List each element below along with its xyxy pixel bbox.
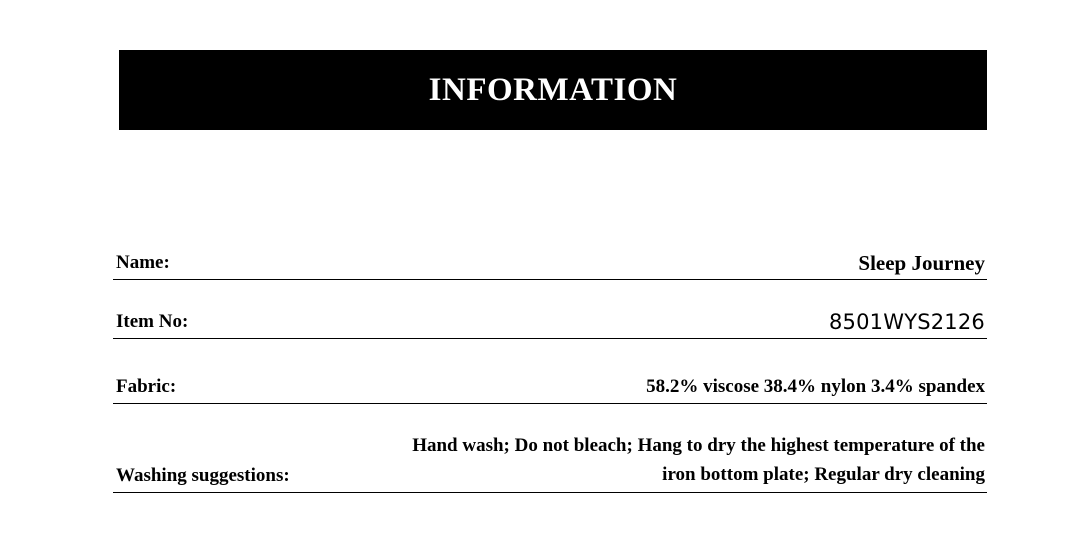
row-value-name: Sleep Journey	[858, 251, 985, 275]
table-row	[113, 243, 987, 280]
table-row	[113, 280, 987, 339]
table-row	[113, 404, 987, 493]
row-label-name: Name:	[116, 252, 170, 273]
row-value-washing-suggestions: Hand wash; Do not bleach; Hang to dry the highest temperature of the iron bottom plate; Regular dry cleaning	[412, 435, 985, 485]
row-label-fabric: Fabric:	[116, 376, 177, 397]
information-table	[113, 243, 987, 493]
row-value-item-no: 8501WYS2126	[828, 310, 985, 334]
row-label-washing-suggestions: Washing suggestions:	[116, 465, 290, 486]
row-value-fabric: 58.2% viscose 38.4% nylon 3.4% spandex	[646, 376, 985, 397]
table-row	[113, 339, 987, 404]
row-label-item-no: Item No:	[116, 311, 189, 332]
information-header-bar	[119, 50, 987, 130]
page-title: INFORMATION	[428, 71, 678, 108]
